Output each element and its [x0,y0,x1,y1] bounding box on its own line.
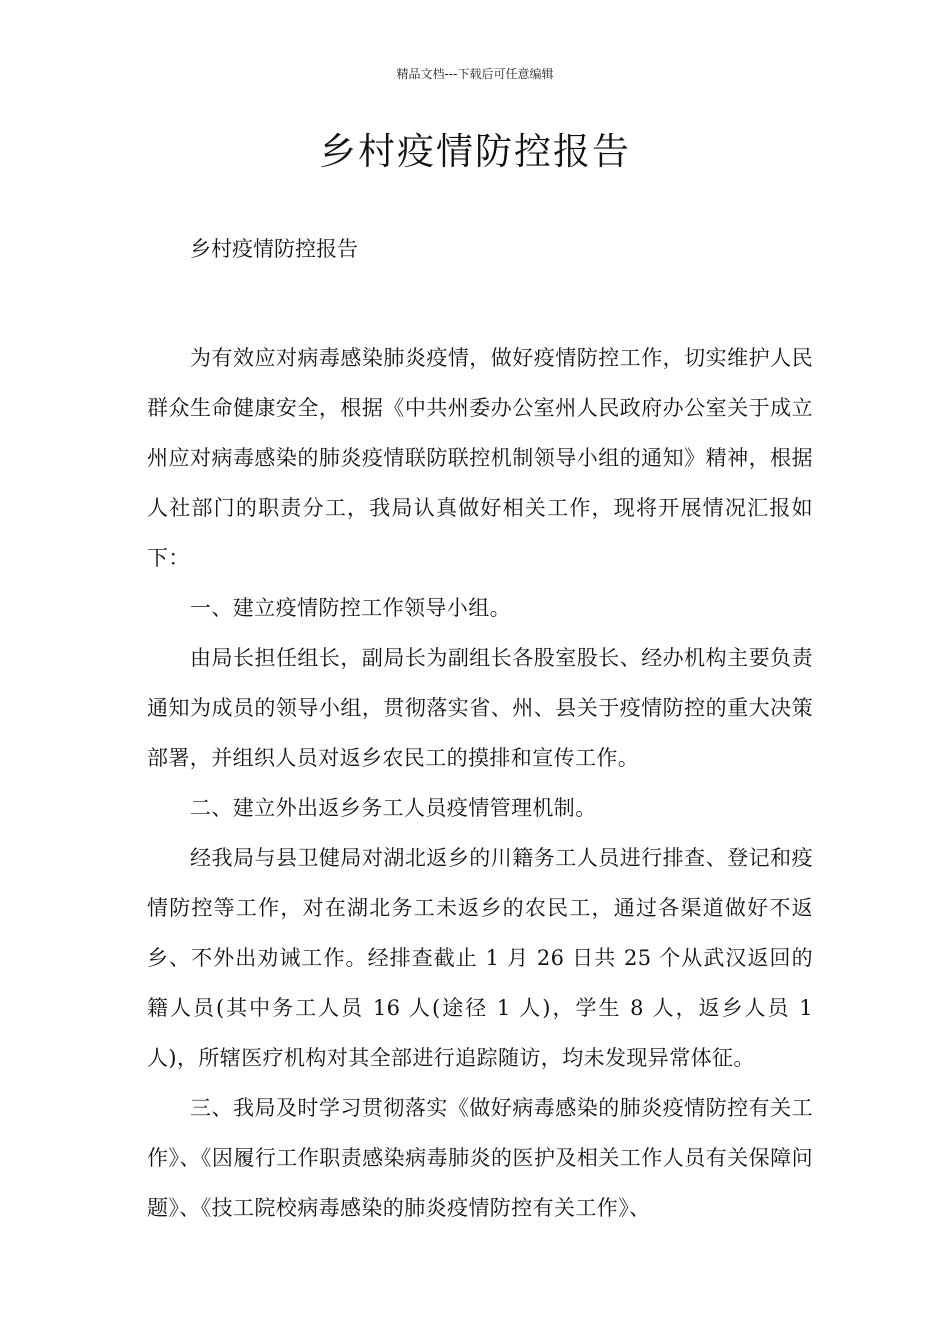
section-heading-2: 二、建立外出返乡务工人员疫情管理机制。 [190,796,597,820]
paragraph-screening: 经我局与县卫健局对湖北返乡的川籍务工人员进行排查、登记和疫情防控等工作，对在湖北务工未返乡的农民工，通过各渠道做好不返乡、不外出劝诫工作。经排查截止 1 月 26 日共 25 个从武汉返回的籍人员(其中务工人员 16 人(途径 1 人)，学生 8 人，返乡人员 1 人)，所辖医疗机构对其全部进行追踪随访，均未发现异常体征。 [147,846,813,1070]
paragraph-leadership-group: 由局长担任组长，副局长为副组长各股室股长、经办机构主要负责通知为成员的领导小组，贯彻落实省、州、县关于疫情防控的重大决策部署，并组织人员对返乡农民工的摸排和宣传工作。 [147,646,813,770]
section-heading-1: 一、建立疫情防控工作领导小组。 [190,596,511,620]
paragraph-section-3: 三、我局及时学习贯彻落实《做好病毒感染的肺炎疫情防控有关工作》、《因履行工作职责感染病毒肺炎的医护及相关工作人员有关保障问题》、《技工院校病毒感染的肺炎疫情防控有关工作》、 [147,1096,813,1220]
document-subtitle: 乡村疫情防控报告 [190,237,358,261]
document-body [147,333,813,1233]
document-title: 乡村疫情防控报告 [319,130,631,173]
paragraph-intro: 为有效应对病毒感染肺炎疫情，做好疫情防控工作，切实维护人民群众生命健康安全，根据《中共州委办公室州人民政府办公室关于成立州应对病毒感染的肺炎疫情联防联控机制领导小组的通知》精神，根据人社部门的职责分工，我局认真做好相关工作，现将开展情况汇报如下： [147,346,813,570]
page-header-note: 精品文档---下载后可任意编辑 [396,67,554,81]
